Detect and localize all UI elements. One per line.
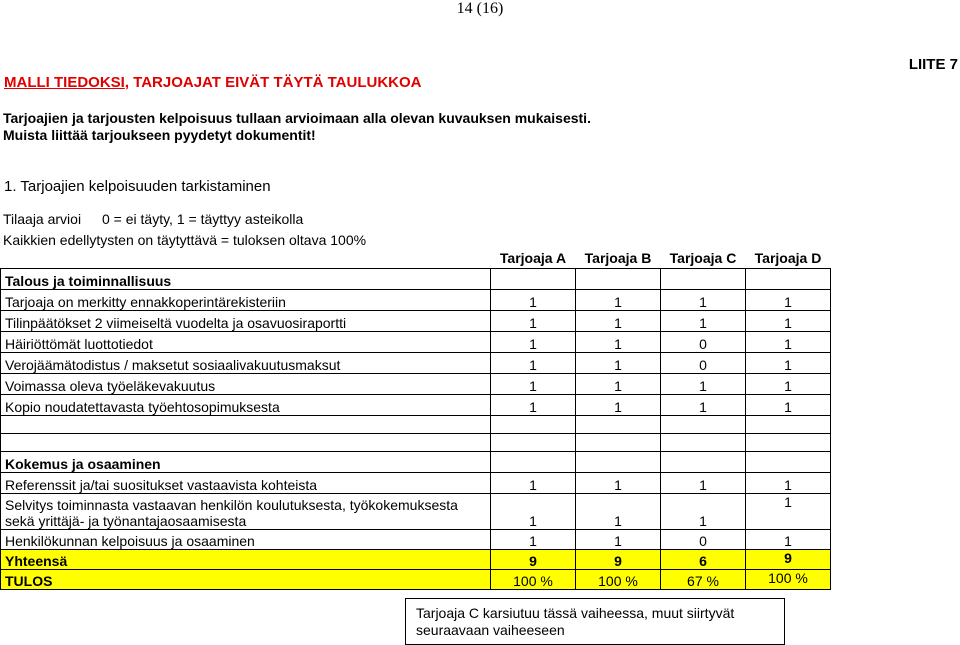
empty-cell (576, 268, 661, 289)
score-cell: 1 (746, 394, 831, 415)
note-line-2: seuraavaan vaiheeseen (416, 622, 565, 638)
row-label: Henkilökunnan kelpoisuus ja osaaminen (1, 529, 491, 549)
column-header: Tarjoaja A (499, 249, 567, 266)
result-cell: 100 % (491, 569, 576, 589)
score-cell: 1 (491, 529, 576, 549)
score-cell: 1 (746, 352, 831, 373)
category-label: Kokemus ja osaaminen (1, 451, 491, 472)
score-cell: 1 (661, 310, 746, 331)
empty-cell (576, 451, 661, 472)
category-row (1, 268, 831, 289)
document-title (4, 74, 422, 91)
intro-line-1: Tarjoajien ja tarjousten kelpoisuus tullaan arvioimaan alla olevan kuvauksen mukaisesti. (3, 110, 591, 126)
table-header-row (1, 246, 831, 268)
score-cell: 1 (491, 310, 576, 331)
column-header: Tarjoaja D (754, 249, 822, 266)
table-row (1, 352, 831, 373)
row-label: Selvitys toiminnasta vastaavan henkilön koulutuksesta, työkokemuksesta (5, 496, 458, 513)
total-label: Yhteensä (1, 549, 491, 569)
table-row (1, 310, 831, 331)
score-cell: 1 (746, 529, 831, 549)
row-label-continued: sekä yrittäjä- ja työnantajaosaamisesta (5, 512, 247, 529)
score-cell: 0 (661, 529, 746, 549)
score-cell: 1 (746, 331, 831, 352)
spacer-row (1, 415, 831, 433)
empty-cell (1, 433, 491, 451)
empty-cell (491, 451, 576, 472)
result-cell: 100 % (746, 569, 831, 589)
title-rest: , TARJOAJAT EIVÄT TÄYTÄ TAULUKKOA (124, 74, 422, 91)
empty-cell (576, 433, 661, 451)
empty-cell (491, 268, 576, 289)
score-cell: 1 (491, 472, 576, 493)
empty-cell (576, 415, 661, 433)
empty-cell (491, 433, 576, 451)
score-cell: 1 (576, 394, 661, 415)
empty-cell (1, 415, 491, 433)
score-cell: 1 (576, 289, 661, 310)
score-cell: 1 (746, 493, 831, 529)
row-label: Tilinpäätökset 2 viimeiseltä vuodelta ja osavuosiraportti (1, 310, 491, 331)
column-header: Tarjoaja B (584, 249, 652, 266)
score-cell: 1 (661, 373, 746, 394)
score-cell: 0 (661, 331, 746, 352)
header-empty (1, 246, 491, 268)
score-cell: 1 (746, 373, 831, 394)
section-heading: 1. Tarjoajien kelpoisuuden tarkistaminen (4, 178, 271, 195)
empty-cell (661, 451, 746, 472)
result-row (1, 569, 831, 589)
requirement-text: Kaikkien edellytysten on täytyttävä = tuloksen oltava 100% (3, 232, 367, 248)
score-cell: 0 (661, 352, 746, 373)
empty-cell (746, 433, 831, 451)
score-cell: 1 (491, 373, 576, 394)
score-cell: 1 (576, 352, 661, 373)
empty-cell (746, 268, 831, 289)
total-cell: 9 (576, 549, 661, 569)
page-number: 14 (16) (456, 0, 504, 17)
empty-cell (491, 415, 576, 433)
score-cell: 1 (491, 352, 576, 373)
table-row (1, 331, 831, 352)
empty-cell (746, 415, 831, 433)
total-cell: 9 (491, 549, 576, 569)
intro-line-2: Muista liittää tarjoukseen pyydetyt dokumentit! (3, 127, 316, 143)
title-model-note: MALLI TIEDOKSI (4, 74, 125, 91)
score-cell: 1 (576, 373, 661, 394)
table-row (1, 373, 831, 394)
row-label: Häiriöttömät luottotiedot (1, 331, 491, 352)
spacer-row (1, 433, 831, 451)
category-label: Talous ja toiminnallisuus (1, 268, 491, 289)
result-label: TULOS (1, 569, 491, 589)
empty-cell (661, 433, 746, 451)
row-label: Voimassa oleva työeläkevakuutus (1, 373, 491, 394)
score-cell: 1 (746, 472, 831, 493)
empty-cell (746, 451, 831, 472)
total-cell: 9 (746, 549, 831, 569)
row-label: Tarjoaja on merkitty ennakkoperintärekisteriin (1, 289, 491, 310)
score-cell: 1 (576, 331, 661, 352)
row-label-two-line (1, 493, 491, 529)
category-row (1, 451, 831, 472)
column-header: Tarjoaja C (669, 249, 737, 266)
result-cell: 100 % (576, 569, 661, 589)
empty-cell (661, 268, 746, 289)
row-label: Verojäämätodistus / maksetut sosiaalivakuutusmaksut (1, 352, 491, 373)
table-row (1, 529, 831, 549)
scale-text: 0 = ei täyty, 1 = täyttyy asteikolla (102, 211, 304, 227)
score-cell: 1 (746, 310, 831, 331)
appendix-label: LIITE 7 (908, 56, 958, 73)
result-cell: 67 % (661, 569, 746, 589)
row-label: Kopio noudatettavasta työehtosopimuksesta (1, 394, 491, 415)
table-row (1, 472, 831, 493)
score-cell: 1 (576, 493, 661, 529)
score-cell: 1 (746, 289, 831, 310)
score-cell: 1 (661, 493, 746, 529)
table-row (1, 493, 831, 529)
table-row (1, 289, 831, 310)
score-cell: 1 (491, 331, 576, 352)
decision-note (405, 598, 785, 645)
score-cell: 1 (661, 472, 746, 493)
score-cell: 1 (661, 394, 746, 415)
total-row (1, 549, 831, 569)
score-cell: 1 (576, 310, 661, 331)
total-cell: 6 (661, 549, 746, 569)
row-label: Referenssit ja/tai suositukset vastaavista kohteista (1, 472, 491, 493)
qualification-table (0, 246, 831, 590)
score-cell: 1 (491, 394, 576, 415)
score-cell: 1 (491, 493, 576, 529)
score-cell: 1 (576, 529, 661, 549)
score-cell: 1 (576, 472, 661, 493)
empty-cell (661, 415, 746, 433)
scale-label: Tilaaja arvioi (3, 211, 82, 227)
score-cell: 1 (491, 289, 576, 310)
table-row (1, 394, 831, 415)
score-cell: 1 (661, 289, 746, 310)
note-line-1: Tarjoaja C karsiutuu tässä vaiheessa, muut siirtyvät (416, 605, 735, 621)
